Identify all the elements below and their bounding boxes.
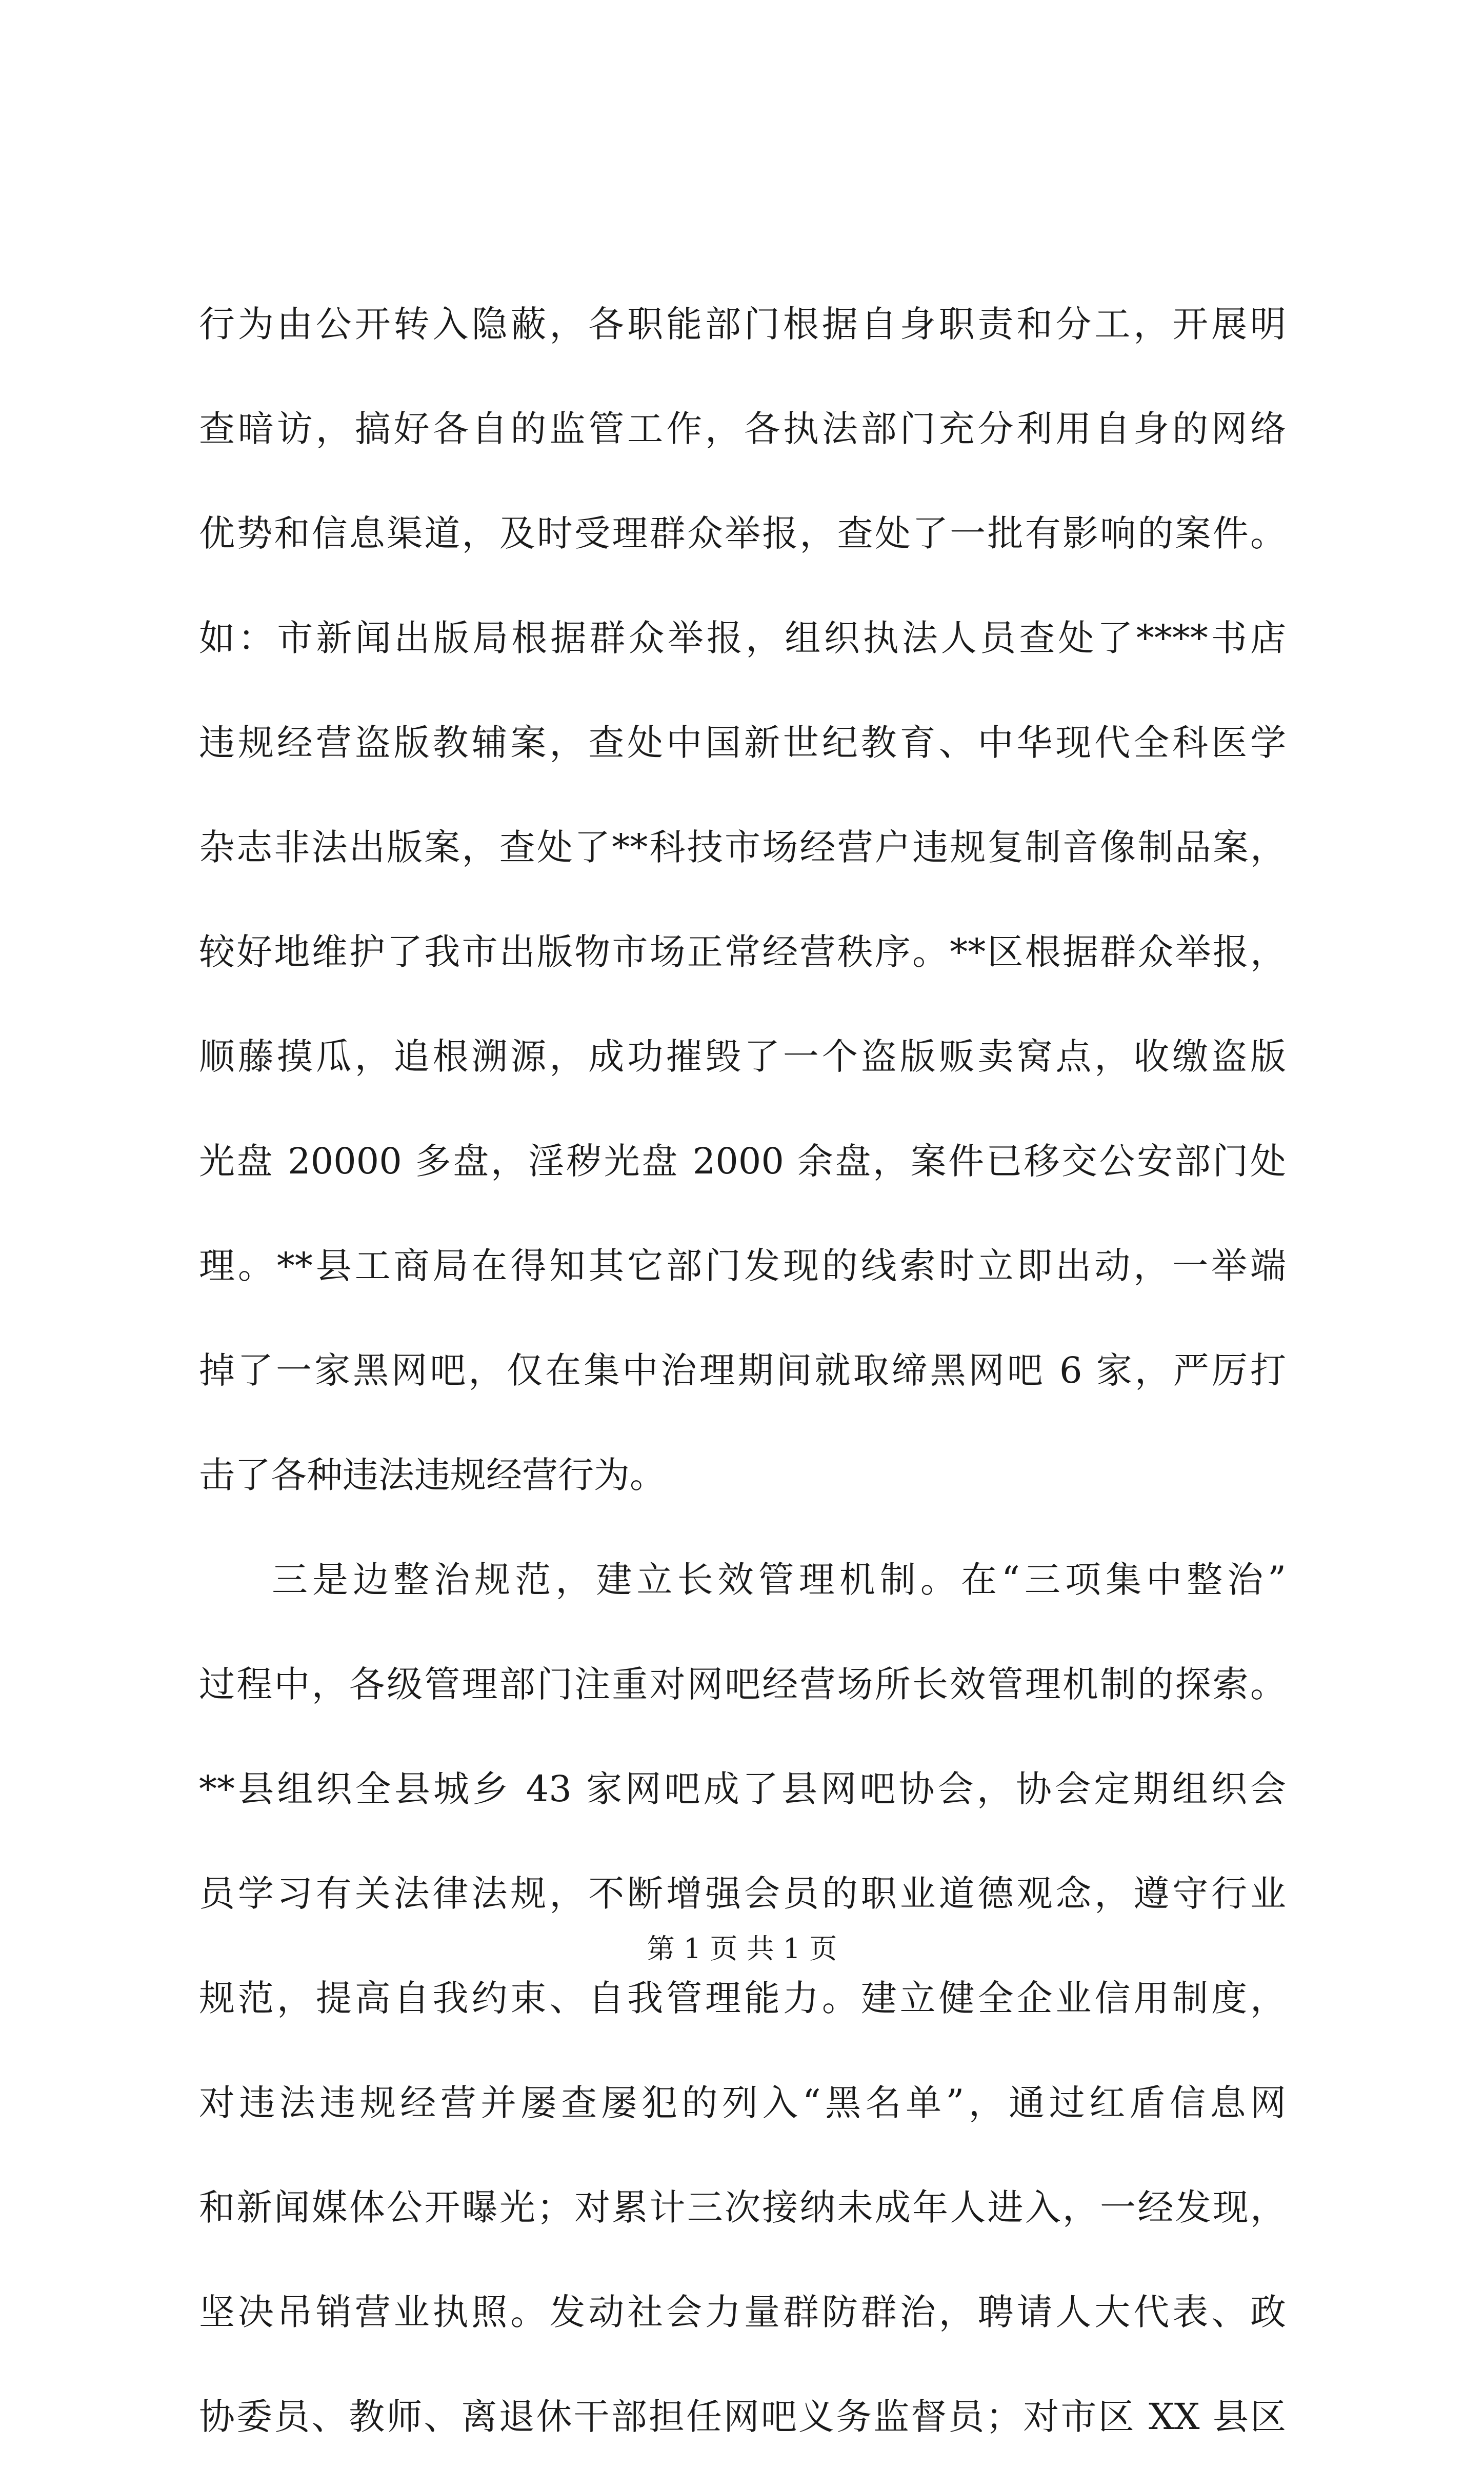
text-line: 行为由公开转入隐蔽，各职能部门根据自身职责和分工，开展明 [199, 303, 1286, 345]
text-line: 对违法违规经营并屡查屡犯的列入“黑名单”，通过红盾信息网 [199, 2082, 1286, 2124]
text-line: 过程中，各级管理部门注重对网吧经营场所长效管理机制的探索。 [199, 1663, 1286, 1705]
text-line: 协委员、教师、离退休干部担任网吧义务监督员；对市区 XX 县区 [199, 2396, 1286, 2438]
text-line: 顺藤摸瓜，追根溯源，成功摧毁了一个盗版贩卖窝点，收缴盗版 [199, 1036, 1286, 1078]
text-line: **县组织全县城乡 43 家网吧成了县网吧协会，协会定期组织会 [199, 1768, 1286, 1810]
text-line: 光盘 20000 多盘，淫秽光盘 2000 余盘，案件已移交公安部门处 [199, 1140, 1286, 1182]
text-line: 违规经营盗版教辅案，查处中国新世纪教育、中华现代全科医学 [199, 722, 1286, 764]
text-line: 较好地维护了我市出版物市场正常经营秩序。**区根据群众举报， [199, 931, 1286, 973]
paragraph-end-line: 击了各种违法违规经营行为。 [199, 1454, 666, 1496]
text-line: 如：市新闻出版局根据群众举报，组织执法人员查处了****书店 [199, 617, 1286, 659]
text-line: 和新闻媒体公开曝光；对累计三次接纳未成年人进入，一经发现， [199, 2186, 1286, 2228]
text-line: 规范，提高自我约束、自我管理能力。建立健全企业信用制度， [199, 1977, 1286, 2019]
text-line: 坚决吊销营业执照。发动社会力量群防群治，聘请人大代表、政 [199, 2291, 1286, 2333]
text-line: 优势和信息渠道，及时受理群众举报，查处了一批有影响的案件。 [199, 512, 1286, 554]
body-text [199, 272, 1286, 2469]
page-footer: 第 1 页 共 1 页 [647, 1933, 837, 1965]
text-line: 杂志非法出版案，查处了**科技市场经营户违规复制音像制品案， [199, 826, 1286, 868]
text-line: 员学习有关法律法规，不断增强会员的职业道德观念，遵守行业 [199, 1873, 1286, 1915]
text-line: 掉了一家黑网吧，仅在集中治理期间就取缔黑网吧 6 家，严厉打 [199, 1349, 1286, 1391]
text-line: 理。**县工商局在得知其它部门发现的线索时立即出动，一举端 [199, 1245, 1286, 1287]
text-line: 查暗访，搞好各自的监管工作，各执法部门充分利用自身的网络 [199, 408, 1286, 450]
paragraph-start-line: 三是边整治规范，建立长效管理机制。在“三项集中整治” [272, 1559, 1286, 1601]
